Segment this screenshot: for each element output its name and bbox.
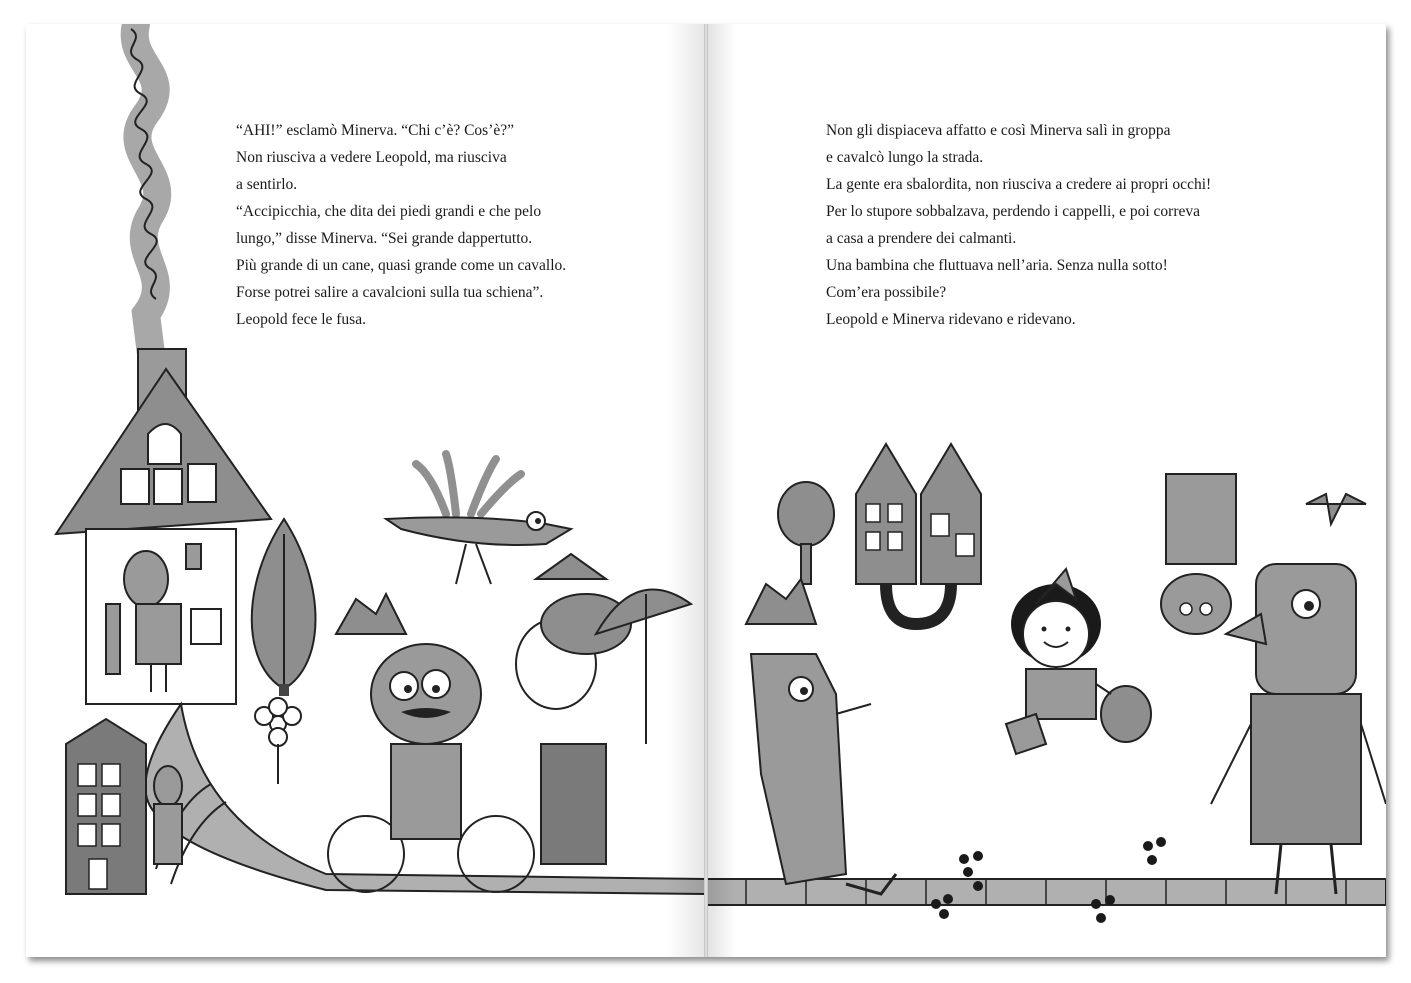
- floating-houses-illustration: [856, 444, 981, 624]
- chimney-smoke-illustration: [131, 24, 157, 354]
- bird-illustration: [386, 454, 571, 584]
- right-page: [706, 24, 1386, 957]
- text-line: Leopold fece le fusa.: [236, 311, 366, 328]
- surprised-man-illustration: [751, 654, 896, 894]
- left-page-text: [236, 117, 566, 333]
- text-line: Più grande di un cane, quasi grande come un cavallo.: [236, 257, 567, 274]
- peeking-man-illustration: [154, 766, 182, 864]
- round-tree-illustration: [778, 482, 834, 584]
- text-line: Com’era possibile?: [826, 284, 947, 301]
- text-line: Una bambina che fluttuava nell’aria. Senza nulla sotto!: [826, 257, 1168, 274]
- text-line: Forse potrei salire a cavalcioni sulla tua schiena”.: [236, 284, 544, 301]
- small-house-illustration: [66, 719, 146, 894]
- text-line: e cavalcò lungo la strada.: [826, 149, 984, 166]
- text-line: “Accipicchia, che dita dei piedi grandi e che pelo: [236, 203, 542, 220]
- hat-illustration: [746, 579, 816, 624]
- cyclist-illustration: [328, 644, 534, 892]
- hat-illustration: [336, 594, 406, 634]
- floating-girl-illustration: [1006, 569, 1151, 754]
- gutter-shadow: [666, 24, 706, 957]
- left-page: [26, 24, 706, 957]
- book-gutter: [704, 24, 708, 957]
- tree-illustration: [252, 519, 316, 696]
- text-line: Non gli dispiaceva affatto e così Minerva salì in groppa: [826, 122, 1171, 139]
- tall-man-illustration: [1211, 494, 1386, 894]
- text-line: Per lo stupore sobbalzava, perdendo i cappelli, e poi correva: [826, 203, 1201, 220]
- book-spread: [26, 24, 1386, 957]
- flower-illustration: [255, 698, 301, 784]
- text-line: a sentirlo.: [236, 176, 298, 193]
- right-page-text: [826, 117, 1211, 333]
- road-illustration: [706, 879, 1386, 905]
- text-line: Non riusciva a vedere Leopold, ma riusciva: [236, 149, 507, 166]
- gutter-shadow: [706, 24, 736, 957]
- text-line: Leopold e Minerva ridevano e ridevano.: [826, 311, 1076, 328]
- woman-umbrella-illustration: [516, 554, 691, 864]
- upside-down-figure-illustration: [1161, 474, 1236, 634]
- text-line: lungo,” disse Minerva. “Sei grande dappertutto.: [236, 230, 533, 247]
- text-line: “AHI!” esclamò Minerva. “Chi c’è? Cos’è?”: [236, 122, 515, 139]
- text-line: a casa a prendere dei calmanti.: [826, 230, 1017, 247]
- text-line: La gente era sbalordita, non riusciva a credere ai propri occhi!: [826, 176, 1212, 193]
